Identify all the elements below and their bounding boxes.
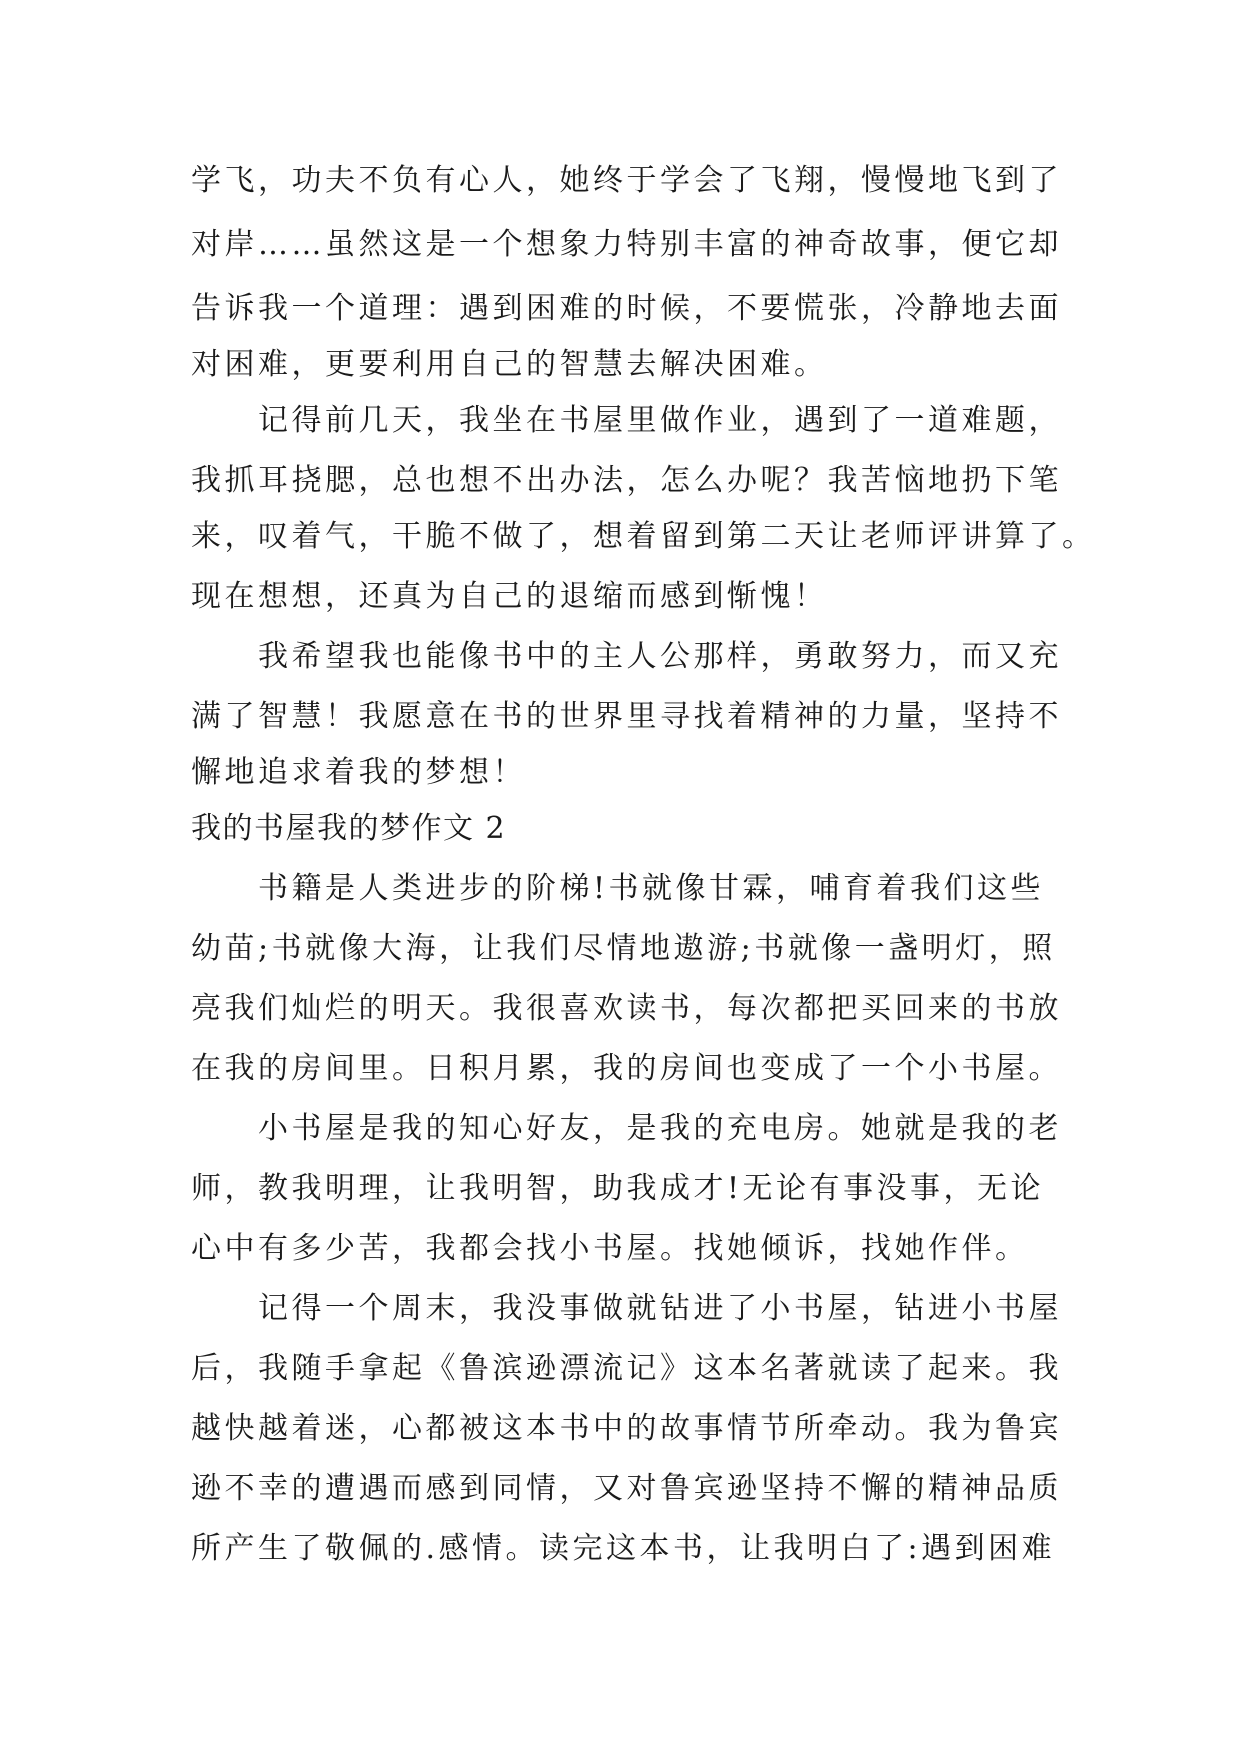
text-line: 学飞，功夫不负有心人，她终于学会了飞翔，慢慢地飞到了 — [191, 163, 1062, 198]
text-line: 心中有多少苦，我都会找小书屋。找她倾诉，找她作伴。 — [191, 1231, 1029, 1266]
text-line: 所产生了敬佩的.感情。读完这本书，让我明白了:遇到困难 — [191, 1531, 1056, 1566]
text-line: 对困难，更要利用自己的智慧去解决困难。 — [191, 347, 828, 382]
text-line: 告诉我一个道理：遇到困难的时候，不要慌张，冷静地去面 — [191, 291, 1062, 326]
section-title: 我的书屋我的梦作文 2 — [191, 811, 507, 846]
text-line: 满了智慧！我愿意在书的世界里寻找着精神的力量，坚持不 — [191, 699, 1062, 734]
text-line: 逊不幸的遭遇而感到同情，又对鲁宾逊坚持不懈的精神品质 — [191, 1471, 1062, 1506]
text-line: 亮我们灿烂的明天。我很喜欢读书，每次都把买回来的书放 — [191, 991, 1062, 1026]
text-line: 对岸……虽然这是一个想象力特别丰富的神奇故事，便它却 — [191, 227, 1062, 262]
text-line: 我抓耳挠腮，总也想不出办法，怎么办呢？我苦恼地扔下笔 — [191, 463, 1062, 498]
text-line: 小书屋是我的知心好友，是我的充电房。她就是我的老 — [191, 1111, 1062, 1146]
text-line: 懈地追求着我的梦想！ — [191, 755, 526, 790]
text-line: 越快越着迷，心都被这本书中的故事情节所牵动。我为鲁宾 — [191, 1411, 1062, 1446]
text-line: 我希望我也能像书中的主人公那样，勇敢努力，而又充 — [191, 639, 1062, 674]
text-line: 记得一个周末，我没事做就钻进了小书屋，钻进小书屋 — [191, 1291, 1062, 1326]
text-line: 来，叹着气，干脆不做了，想着留到第二天让老师评讲算了。 — [191, 519, 1096, 554]
text-line: 后，我随手拿起《鲁滨逊漂流记》这本名著就读了起来。我 — [191, 1351, 1062, 1386]
text-line: 现在想想，还真为自己的退缩而感到惭愧！ — [191, 579, 828, 614]
text-line: 记得前几天，我坐在书屋里做作业，遇到了一道难题， — [191, 403, 1062, 438]
text-line: 师，教我明理，让我明智，助我成才!无论有事没事，无论 — [191, 1171, 1045, 1206]
text-line: 在我的房间里。日积月累，我的房间也变成了一个小书屋。 — [191, 1051, 1062, 1086]
text-line: 书籍是人类进步的阶梯!书就像甘霖，哺育着我们这些 — [191, 871, 1045, 906]
text-line: 幼苗;书就像大海，让我们尽情地遨游;书就像一盏明灯，照 — [191, 931, 1056, 966]
